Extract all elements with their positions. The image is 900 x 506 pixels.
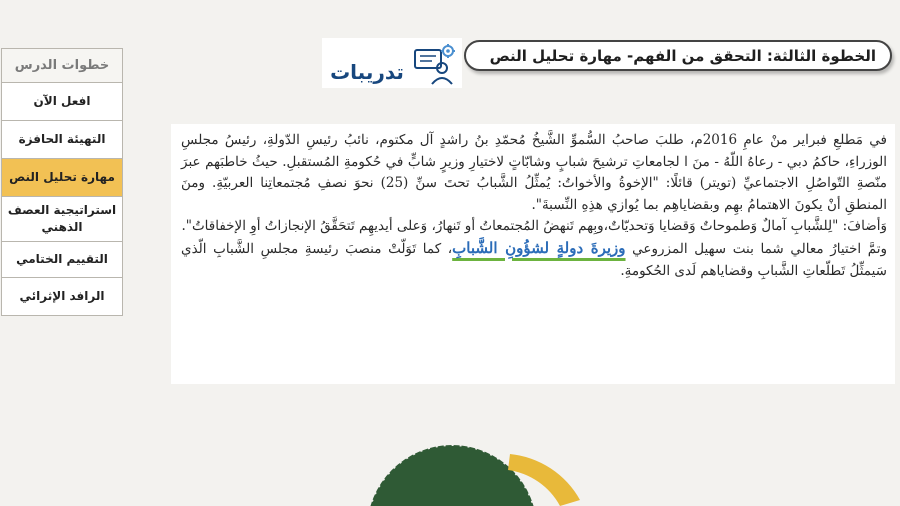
sidebar-item-final-assessment[interactable]: التقييم الختامي	[2, 242, 122, 278]
sidebar-item-enrichment[interactable]: الرافد الإثرائي	[2, 278, 122, 315]
passage-paragraph-3	[181, 238, 887, 282]
highlighted-phrase: وزيرةَ دولةٍ لشؤُونِ الشَّبابِ	[452, 238, 626, 257]
passage-p3-end: ، كما تَوَلّتْ منصبَ رئيسةِ مجلسِ الشَّبابِ الّذي سَيمثِّلُ تَطلّعاتِ الشَّبابِ وقضاياهم لَدى الحُكومةِ.	[181, 240, 887, 279]
sidebar-item-motivation[interactable]: التهيئة الحافزة	[2, 121, 122, 159]
sidebar-title: خطوات الدرس	[2, 49, 122, 83]
trainings-logo	[322, 38, 462, 88]
lesson-steps-sidebar	[1, 48, 123, 316]
reading-passage-panel	[171, 124, 895, 384]
decorative-circles	[340, 430, 580, 506]
step-header	[464, 40, 892, 71]
passage-paragraph-1: في مَطلعِ فبراير منْ عامِ 2016م، طلبَ صاحبُ السُّموِّ الشَّيخُ مُحمّدِ بنُ راشدٍ آل مكتوم، نائبُ رئيسِ الدّولةِ، رئيسُ مجلسِ الوزراءِ، حاكمُ دبي - رعاهُ اللّهُ - منَ ا لجامعاتِ ترشيحَ شبابٍ وشابّاتٍ لاختيارِ وزيرٍ شابٍّ في حُكومةِ المُستقبلِ. حيثُ خاطبَهم عبرَ منّصةِ التّواصُلِ الاجتماعيِّ (تويتر) قائلًا: "الإخوةُ والأخواتُ: يُمثِّلُ الشَّبابُ تحتَ سنِّ (25) نحوَ نصفِ مُجتمعاتِنا العربيّةِ. ومنَ المنطقِ أنْ يكونَ الاهتمامُ بهِم وبقضاياهِم بما يُوازي هذِهِ النِّسبةَ".	[181, 132, 888, 213]
sidebar-item-text-analysis[interactable]: مهارة تحليل النص	[2, 159, 122, 197]
logo-text: تدريبات	[330, 60, 404, 84]
trainer-gear-icon	[412, 42, 458, 90]
sidebar-item-brainstorm[interactable]: استراتيجية العصف الذهني	[2, 197, 122, 242]
sidebar-item-do-now[interactable]: افعل الآن	[2, 83, 122, 121]
reading-passage	[181, 130, 887, 282]
passage-paragraph-2: وَأضافَ: "لِلشَّبابِ آمالٌ وَطموحاتٌ وَقضايا وَتحديّاتٌ،وبِهم تَنهضُ المُجتمعاتُ أو تَنهارُ، وَعلى أيديهِم تَتحَقَّقُ الإنجازاتُ أوِ الإخفاقاتُ".	[181, 218, 887, 235]
header-title: الخطوة الثالثة: التحقق من الفهم- مهارة تحليل النص	[489, 46, 876, 65]
passage-p3-start: وتمَّ اختيارُ معالي شما بنت سهيل المزروعي	[625, 240, 888, 257]
